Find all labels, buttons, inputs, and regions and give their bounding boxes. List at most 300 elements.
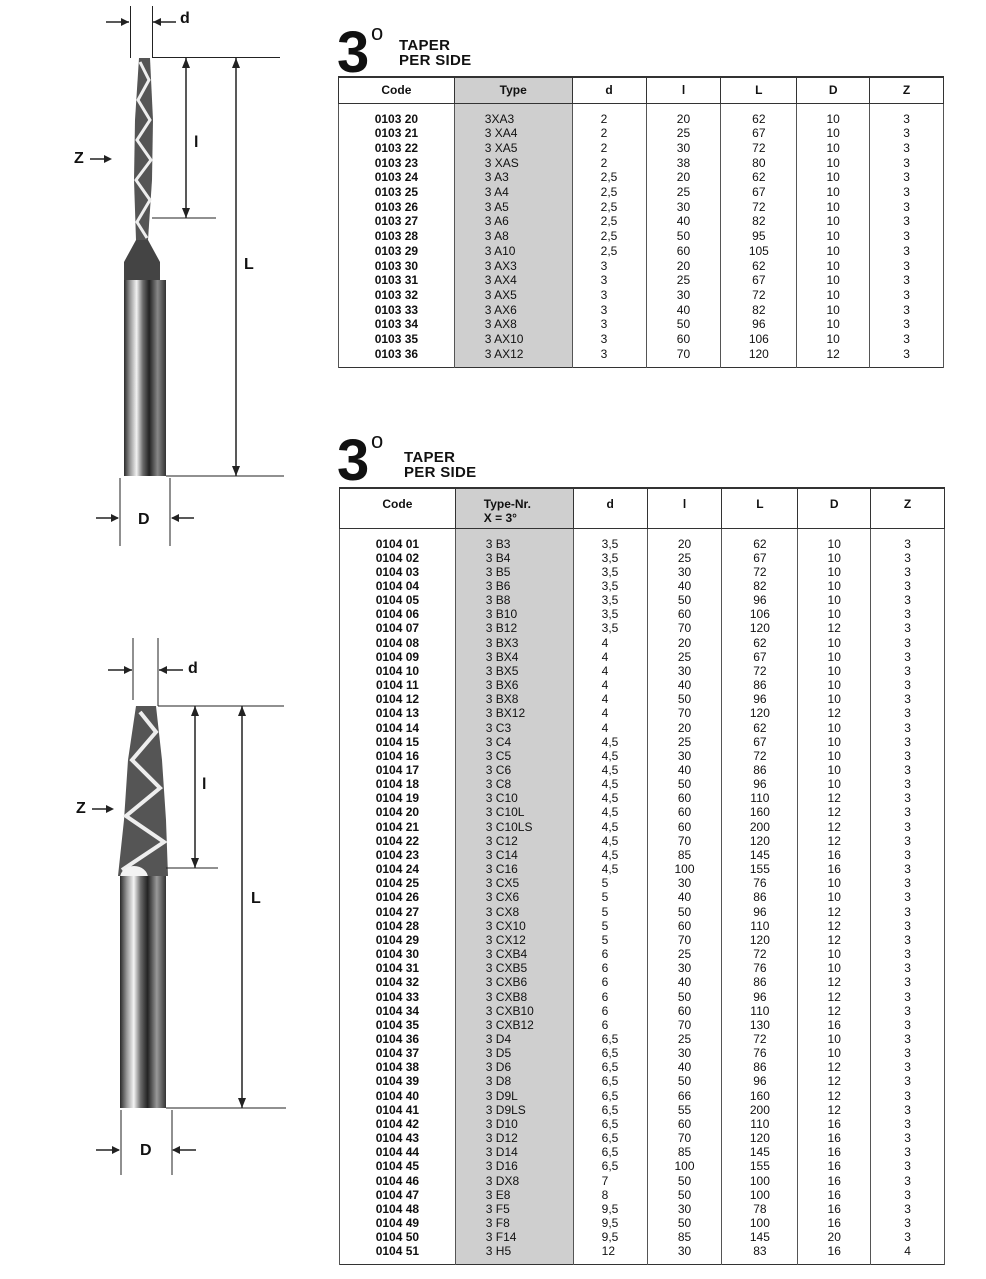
cell-l: 60 <box>647 791 722 805</box>
cell-code: 0104 49 <box>340 1216 456 1230</box>
cell-D: 16 <box>798 1244 871 1265</box>
cell-type: 3 C10LS <box>455 820 573 834</box>
cell-d: 6,5 <box>573 1103 647 1117</box>
cell-code: 0104 35 <box>340 1018 456 1032</box>
table-row <box>340 834 945 848</box>
cell-code: 0104 32 <box>340 975 456 989</box>
cell-code: 0103 25 <box>339 185 455 200</box>
cell-D: 10 <box>797 126 870 141</box>
cell-Z: 3 <box>871 678 945 692</box>
cell-l: 25 <box>647 947 722 961</box>
header-D: D <box>798 488 871 528</box>
cell-Z: 3 <box>870 273 944 288</box>
cell-code: 0103 23 <box>339 156 455 171</box>
cell-L: 62 <box>721 170 797 185</box>
cell-code: 0104 06 <box>340 607 456 621</box>
cell-L: 96 <box>722 593 798 607</box>
cell-Z: 3 <box>871 551 945 565</box>
cell-type: 3 F5 <box>455 1202 573 1216</box>
cell-l: 30 <box>647 1202 722 1216</box>
cell-code: 0104 19 <box>340 791 456 805</box>
cell-d: 4,5 <box>573 749 647 763</box>
header-L: L <box>721 77 797 103</box>
cell-d: 2 <box>572 126 646 141</box>
cell-D: 20 <box>798 1230 871 1244</box>
cell-d: 2,5 <box>572 170 646 185</box>
cell-L: 76 <box>722 876 798 890</box>
cell-l: 60 <box>647 820 722 834</box>
table1-header-row <box>339 77 944 103</box>
cell-D: 10 <box>798 678 871 692</box>
cell-D: 16 <box>798 862 871 876</box>
cell-d: 9,5 <box>573 1216 647 1230</box>
cell-L: 106 <box>721 332 797 347</box>
table-row <box>340 1244 945 1265</box>
cell-type: 3 C10L <box>455 805 573 819</box>
cell-Z: 3 <box>871 1018 945 1032</box>
cell-code: 0104 07 <box>340 621 456 635</box>
cell-l: 30 <box>646 200 721 215</box>
cell-code: 0104 05 <box>340 593 456 607</box>
cell-D: 10 <box>798 721 871 735</box>
cell-Z: 3 <box>870 214 944 229</box>
cell-l: 30 <box>646 141 721 156</box>
cell-type: 3 AX8 <box>454 317 572 332</box>
cell-l: 30 <box>647 664 722 678</box>
cell-Z: 3 <box>871 593 945 607</box>
title-number: 3 <box>337 428 370 493</box>
cell-d: 6,5 <box>573 1131 647 1145</box>
table-row <box>340 947 945 961</box>
cell-d: 4,5 <box>573 763 647 777</box>
cell-l: 20 <box>647 721 722 735</box>
cell-code: 0104 21 <box>340 820 456 834</box>
cell-L: 110 <box>722 1117 798 1131</box>
cell-Z: 3 <box>871 636 945 650</box>
cell-D: 10 <box>798 1032 871 1046</box>
cell-D: 12 <box>798 621 871 635</box>
cell-D: 10 <box>798 607 871 621</box>
cell-D: 10 <box>798 876 871 890</box>
cell-code: 0104 04 <box>340 579 456 593</box>
cell-code: 0103 34 <box>339 317 455 332</box>
cell-L: 110 <box>722 791 798 805</box>
cell-L: 120 <box>722 1131 798 1145</box>
cell-l: 50 <box>647 905 722 919</box>
cell-Z: 3 <box>871 706 945 720</box>
cell-D: 10 <box>798 749 871 763</box>
cell-code: 0104 30 <box>340 947 456 961</box>
table-row <box>340 1202 945 1216</box>
cell-code: 0103 33 <box>339 303 455 318</box>
cell-l: 50 <box>647 777 722 791</box>
cell-D: 12 <box>798 706 871 720</box>
cell-L: 120 <box>722 706 798 720</box>
cell-L: 160 <box>722 805 798 819</box>
cell-Z: 3 <box>871 565 945 579</box>
cell-Z: 3 <box>871 1046 945 1060</box>
header-type-nr <box>455 488 573 528</box>
cell-d: 4,5 <box>573 820 647 834</box>
cell-l: 50 <box>646 317 721 332</box>
cell-l: 66 <box>647 1089 722 1103</box>
table-row <box>340 636 945 650</box>
cell-D: 10 <box>797 200 870 215</box>
cell-D: 10 <box>797 317 870 332</box>
cell-D: 10 <box>797 170 870 185</box>
cell-type: 3 C16 <box>455 862 573 876</box>
table-row <box>340 791 945 805</box>
cell-d: 6 <box>573 990 647 1004</box>
cell-D: 12 <box>797 347 870 368</box>
cell-code: 0103 28 <box>339 229 455 244</box>
cell-Z: 3 <box>871 1032 945 1046</box>
cell-d: 6,5 <box>573 1089 647 1103</box>
cell-D: 12 <box>798 1074 871 1088</box>
cell-type: 3 B3 <box>455 528 573 551</box>
table-row <box>340 1060 945 1074</box>
cell-code: 0104 36 <box>340 1032 456 1046</box>
table-row <box>340 551 945 565</box>
cell-L: 120 <box>722 621 798 635</box>
cell-type: 3 A8 <box>454 229 572 244</box>
cell-type: 3 C12 <box>455 834 573 848</box>
cell-type: 3 AX12 <box>454 347 572 368</box>
cell-Z: 3 <box>871 975 945 989</box>
cell-d: 3 <box>572 273 646 288</box>
cell-l: 70 <box>647 834 722 848</box>
cell-type: 3 D10 <box>455 1117 573 1131</box>
cell-d: 5 <box>573 876 647 890</box>
cell-d: 6,5 <box>573 1060 647 1074</box>
cell-Z: 3 <box>871 1230 945 1244</box>
table-row <box>340 1117 945 1131</box>
D-label-2: D <box>140 1142 152 1159</box>
table-row <box>340 848 945 862</box>
cell-L: 86 <box>722 1060 798 1074</box>
cell-code: 0104 17 <box>340 763 456 777</box>
cell-d: 3,5 <box>573 565 647 579</box>
cell-d: 3 <box>572 317 646 332</box>
cell-Z: 3 <box>870 317 944 332</box>
cell-d: 3 <box>572 347 646 368</box>
cell-L: 72 <box>722 1032 798 1046</box>
cell-code: 0104 28 <box>340 919 456 933</box>
cell-D: 10 <box>797 156 870 171</box>
table-row <box>339 156 944 171</box>
table-row <box>340 1216 945 1230</box>
cell-D: 10 <box>798 593 871 607</box>
cell-L: 72 <box>721 141 797 156</box>
cell-d: 6 <box>573 1018 647 1032</box>
cell-d: 6,5 <box>573 1046 647 1060</box>
cell-code: 0104 45 <box>340 1159 456 1173</box>
cell-Z: 3 <box>871 1089 945 1103</box>
cell-Z: 3 <box>871 805 945 819</box>
cell-L: 96 <box>722 1074 798 1088</box>
cell-Z: 3 <box>871 791 945 805</box>
table-row <box>340 593 945 607</box>
cell-d: 3,5 <box>573 551 647 565</box>
cell-d: 4,5 <box>573 834 647 848</box>
cell-L: 96 <box>722 692 798 706</box>
table2-header-row <box>340 488 945 528</box>
subtitle-line2: PER SIDE <box>404 464 477 481</box>
cell-type: 3 H5 <box>455 1244 573 1265</box>
cell-code: 0103 29 <box>339 244 455 259</box>
cell-d: 2 <box>572 156 646 171</box>
cell-Z: 3 <box>870 288 944 303</box>
cell-Z: 3 <box>871 919 945 933</box>
degree-symbol: o <box>371 428 384 453</box>
cell-code: 0104 43 <box>340 1131 456 1145</box>
header-l: l <box>646 77 721 103</box>
table-row <box>339 244 944 259</box>
cell-D: 16 <box>798 1159 871 1173</box>
cell-type: 3 CX8 <box>455 905 573 919</box>
cell-code: 0104 10 <box>340 664 456 678</box>
cell-D: 10 <box>798 947 871 961</box>
cell-L: 110 <box>722 919 798 933</box>
cell-d: 4 <box>573 664 647 678</box>
cell-d: 5 <box>573 933 647 947</box>
cell-L: 78 <box>722 1202 798 1216</box>
cell-L: 130 <box>722 1018 798 1032</box>
cell-L: 62 <box>722 721 798 735</box>
cell-l: 60 <box>647 607 722 621</box>
cell-Z: 3 <box>870 347 944 368</box>
cell-l: 50 <box>647 1074 722 1088</box>
cell-type: 3 A10 <box>454 244 572 259</box>
cell-code: 0104 29 <box>340 933 456 947</box>
cell-type: 3 C14 <box>455 848 573 862</box>
cell-L: 72 <box>722 947 798 961</box>
cell-D: 12 <box>798 919 871 933</box>
cell-l: 100 <box>647 1159 722 1173</box>
cell-l: 40 <box>647 890 722 904</box>
cell-Z: 3 <box>871 905 945 919</box>
cell-Z: 3 <box>871 1074 945 1088</box>
cell-l: 55 <box>647 1103 722 1117</box>
cell-D: 16 <box>798 1117 871 1131</box>
cell-d: 3,5 <box>573 579 647 593</box>
cell-L: 145 <box>722 1145 798 1159</box>
cell-Z: 3 <box>871 834 945 848</box>
cell-type: 3 C10 <box>455 791 573 805</box>
cell-l: 70 <box>647 706 722 720</box>
cell-type: 3 B10 <box>455 607 573 621</box>
cell-l: 50 <box>647 1188 722 1202</box>
cell-Z: 3 <box>871 1117 945 1131</box>
cell-d: 4 <box>573 706 647 720</box>
cell-L: 155 <box>722 862 798 876</box>
cell-type: 3 CX6 <box>455 890 573 904</box>
cell-D: 16 <box>798 1202 871 1216</box>
cell-d: 2,5 <box>572 229 646 244</box>
cell-type: 3 F8 <box>455 1216 573 1230</box>
cell-type: 3 CX10 <box>455 919 573 933</box>
cell-D: 10 <box>797 141 870 156</box>
cell-code: 0104 46 <box>340 1174 456 1188</box>
cell-D: 12 <box>798 805 871 819</box>
cell-L: 145 <box>722 848 798 862</box>
cell-code: 0104 09 <box>340 650 456 664</box>
table-row <box>340 933 945 947</box>
cell-Z: 3 <box>871 890 945 904</box>
cell-D: 12 <box>798 834 871 848</box>
cell-D: 10 <box>798 528 871 551</box>
cell-code: 0104 38 <box>340 1060 456 1074</box>
cell-type: 3 BX12 <box>455 706 573 720</box>
tool-diagram-1 <box>0 0 320 560</box>
cell-type: 3 B6 <box>455 579 573 593</box>
cell-d: 6 <box>573 975 647 989</box>
cell-type: 3 B8 <box>455 593 573 607</box>
cell-l: 50 <box>647 692 722 706</box>
Z-label-1: Z <box>74 150 84 167</box>
cell-code: 0103 26 <box>339 200 455 215</box>
cell-d: 2,5 <box>572 214 646 229</box>
table-row <box>340 961 945 975</box>
table-row <box>340 607 945 621</box>
cell-Z: 3 <box>870 259 944 274</box>
cell-l: 25 <box>646 273 721 288</box>
cell-l: 60 <box>647 919 722 933</box>
cell-L: 72 <box>721 200 797 215</box>
cell-type: 3 AX4 <box>454 273 572 288</box>
cell-l: 25 <box>647 650 722 664</box>
table-row <box>340 1074 945 1088</box>
cell-d: 3 <box>572 259 646 274</box>
cell-L: 120 <box>722 933 798 947</box>
cell-l: 70 <box>647 621 722 635</box>
cell-D: 10 <box>797 303 870 318</box>
cell-d: 12 <box>573 1244 647 1265</box>
cell-code: 0104 01 <box>340 528 456 551</box>
cell-Z: 3 <box>871 621 945 635</box>
cell-code: 0104 14 <box>340 721 456 735</box>
cell-Z: 3 <box>871 1174 945 1188</box>
header-code: Code <box>340 488 456 528</box>
cell-d: 4 <box>573 636 647 650</box>
cell-type: 3 CX12 <box>455 933 573 947</box>
cell-type: 3 CXB4 <box>455 947 573 961</box>
table-row <box>340 579 945 593</box>
header-type-sub: X = 3° <box>483 511 517 525</box>
cell-L: 96 <box>722 990 798 1004</box>
cell-d: 5 <box>573 905 647 919</box>
cell-D: 10 <box>798 636 871 650</box>
d-label-1: d <box>180 10 190 27</box>
cell-type: 3 B4 <box>455 551 573 565</box>
cell-L: 72 <box>721 288 797 303</box>
table-row <box>339 229 944 244</box>
cell-Z: 3 <box>871 1145 945 1159</box>
cell-type: 3 AX5 <box>454 288 572 303</box>
cell-D: 10 <box>797 273 870 288</box>
cell-code: 0104 27 <box>340 905 456 919</box>
cell-L: 96 <box>722 777 798 791</box>
cell-l: 60 <box>646 332 721 347</box>
cell-code: 0104 44 <box>340 1145 456 1159</box>
L-label-2: L <box>251 890 261 907</box>
cell-Z: 3 <box>870 156 944 171</box>
cell-L: 72 <box>722 565 798 579</box>
table-row <box>340 749 945 763</box>
cell-L: 106 <box>722 607 798 621</box>
cell-Z: 3 <box>871 1159 945 1173</box>
table-row <box>340 890 945 904</box>
cell-L: 200 <box>722 1103 798 1117</box>
cell-type: 3 XA5 <box>454 141 572 156</box>
cell-type: 3 BX4 <box>455 650 573 664</box>
cell-L: 100 <box>722 1174 798 1188</box>
table-row <box>339 273 944 288</box>
cell-d: 3,5 <box>573 593 647 607</box>
cell-Z: 3 <box>871 862 945 876</box>
table-row <box>339 347 944 368</box>
cell-l: 30 <box>647 1046 722 1060</box>
header-code: Code <box>339 77 455 103</box>
cell-d: 6,5 <box>573 1145 647 1159</box>
cell-d: 5 <box>573 890 647 904</box>
cell-Z: 3 <box>871 1216 945 1230</box>
cell-L: 62 <box>721 259 797 274</box>
cell-Z: 3 <box>870 229 944 244</box>
cell-l: 70 <box>647 1018 722 1032</box>
cell-type: 3 A5 <box>454 200 572 215</box>
cell-L: 72 <box>722 749 798 763</box>
cell-D: 10 <box>798 890 871 904</box>
cell-L: 82 <box>721 214 797 229</box>
header-type: Type <box>454 77 572 103</box>
cell-L: 62 <box>722 636 798 650</box>
section1-title <box>337 20 537 85</box>
cell-L: 110 <box>722 1004 798 1018</box>
cell-code: 0104 23 <box>340 848 456 862</box>
table-row <box>340 1032 945 1046</box>
header-Z: Z <box>871 488 945 528</box>
table-row <box>340 820 945 834</box>
cell-l: 30 <box>647 1244 722 1265</box>
cell-code: 0104 41 <box>340 1103 456 1117</box>
cell-L: 86 <box>722 678 798 692</box>
cell-d: 3,5 <box>573 528 647 551</box>
cell-code: 0104 47 <box>340 1188 456 1202</box>
cell-D: 12 <box>798 933 871 947</box>
cell-L: 67 <box>721 126 797 141</box>
cell-L: 62 <box>722 528 798 551</box>
cell-type: 3 D4 <box>455 1032 573 1046</box>
cell-type: 3 A4 <box>454 185 572 200</box>
cell-type: 3 D5 <box>455 1046 573 1060</box>
cell-L: 145 <box>722 1230 798 1244</box>
cell-Z: 3 <box>871 876 945 890</box>
cell-L: 67 <box>722 650 798 664</box>
spec-table-1 <box>338 76 944 368</box>
cell-type: 3 C6 <box>455 763 573 777</box>
table-row <box>339 200 944 215</box>
l-label-1: l <box>194 134 199 151</box>
cell-type: 3 D16 <box>455 1159 573 1173</box>
cell-d: 2,5 <box>572 200 646 215</box>
cell-D: 12 <box>798 990 871 1004</box>
header-l: l <box>647 488 722 528</box>
cell-D: 12 <box>798 820 871 834</box>
cell-Z: 3 <box>871 650 945 664</box>
cell-code: 0104 15 <box>340 735 456 749</box>
cell-code: 0104 22 <box>340 834 456 848</box>
